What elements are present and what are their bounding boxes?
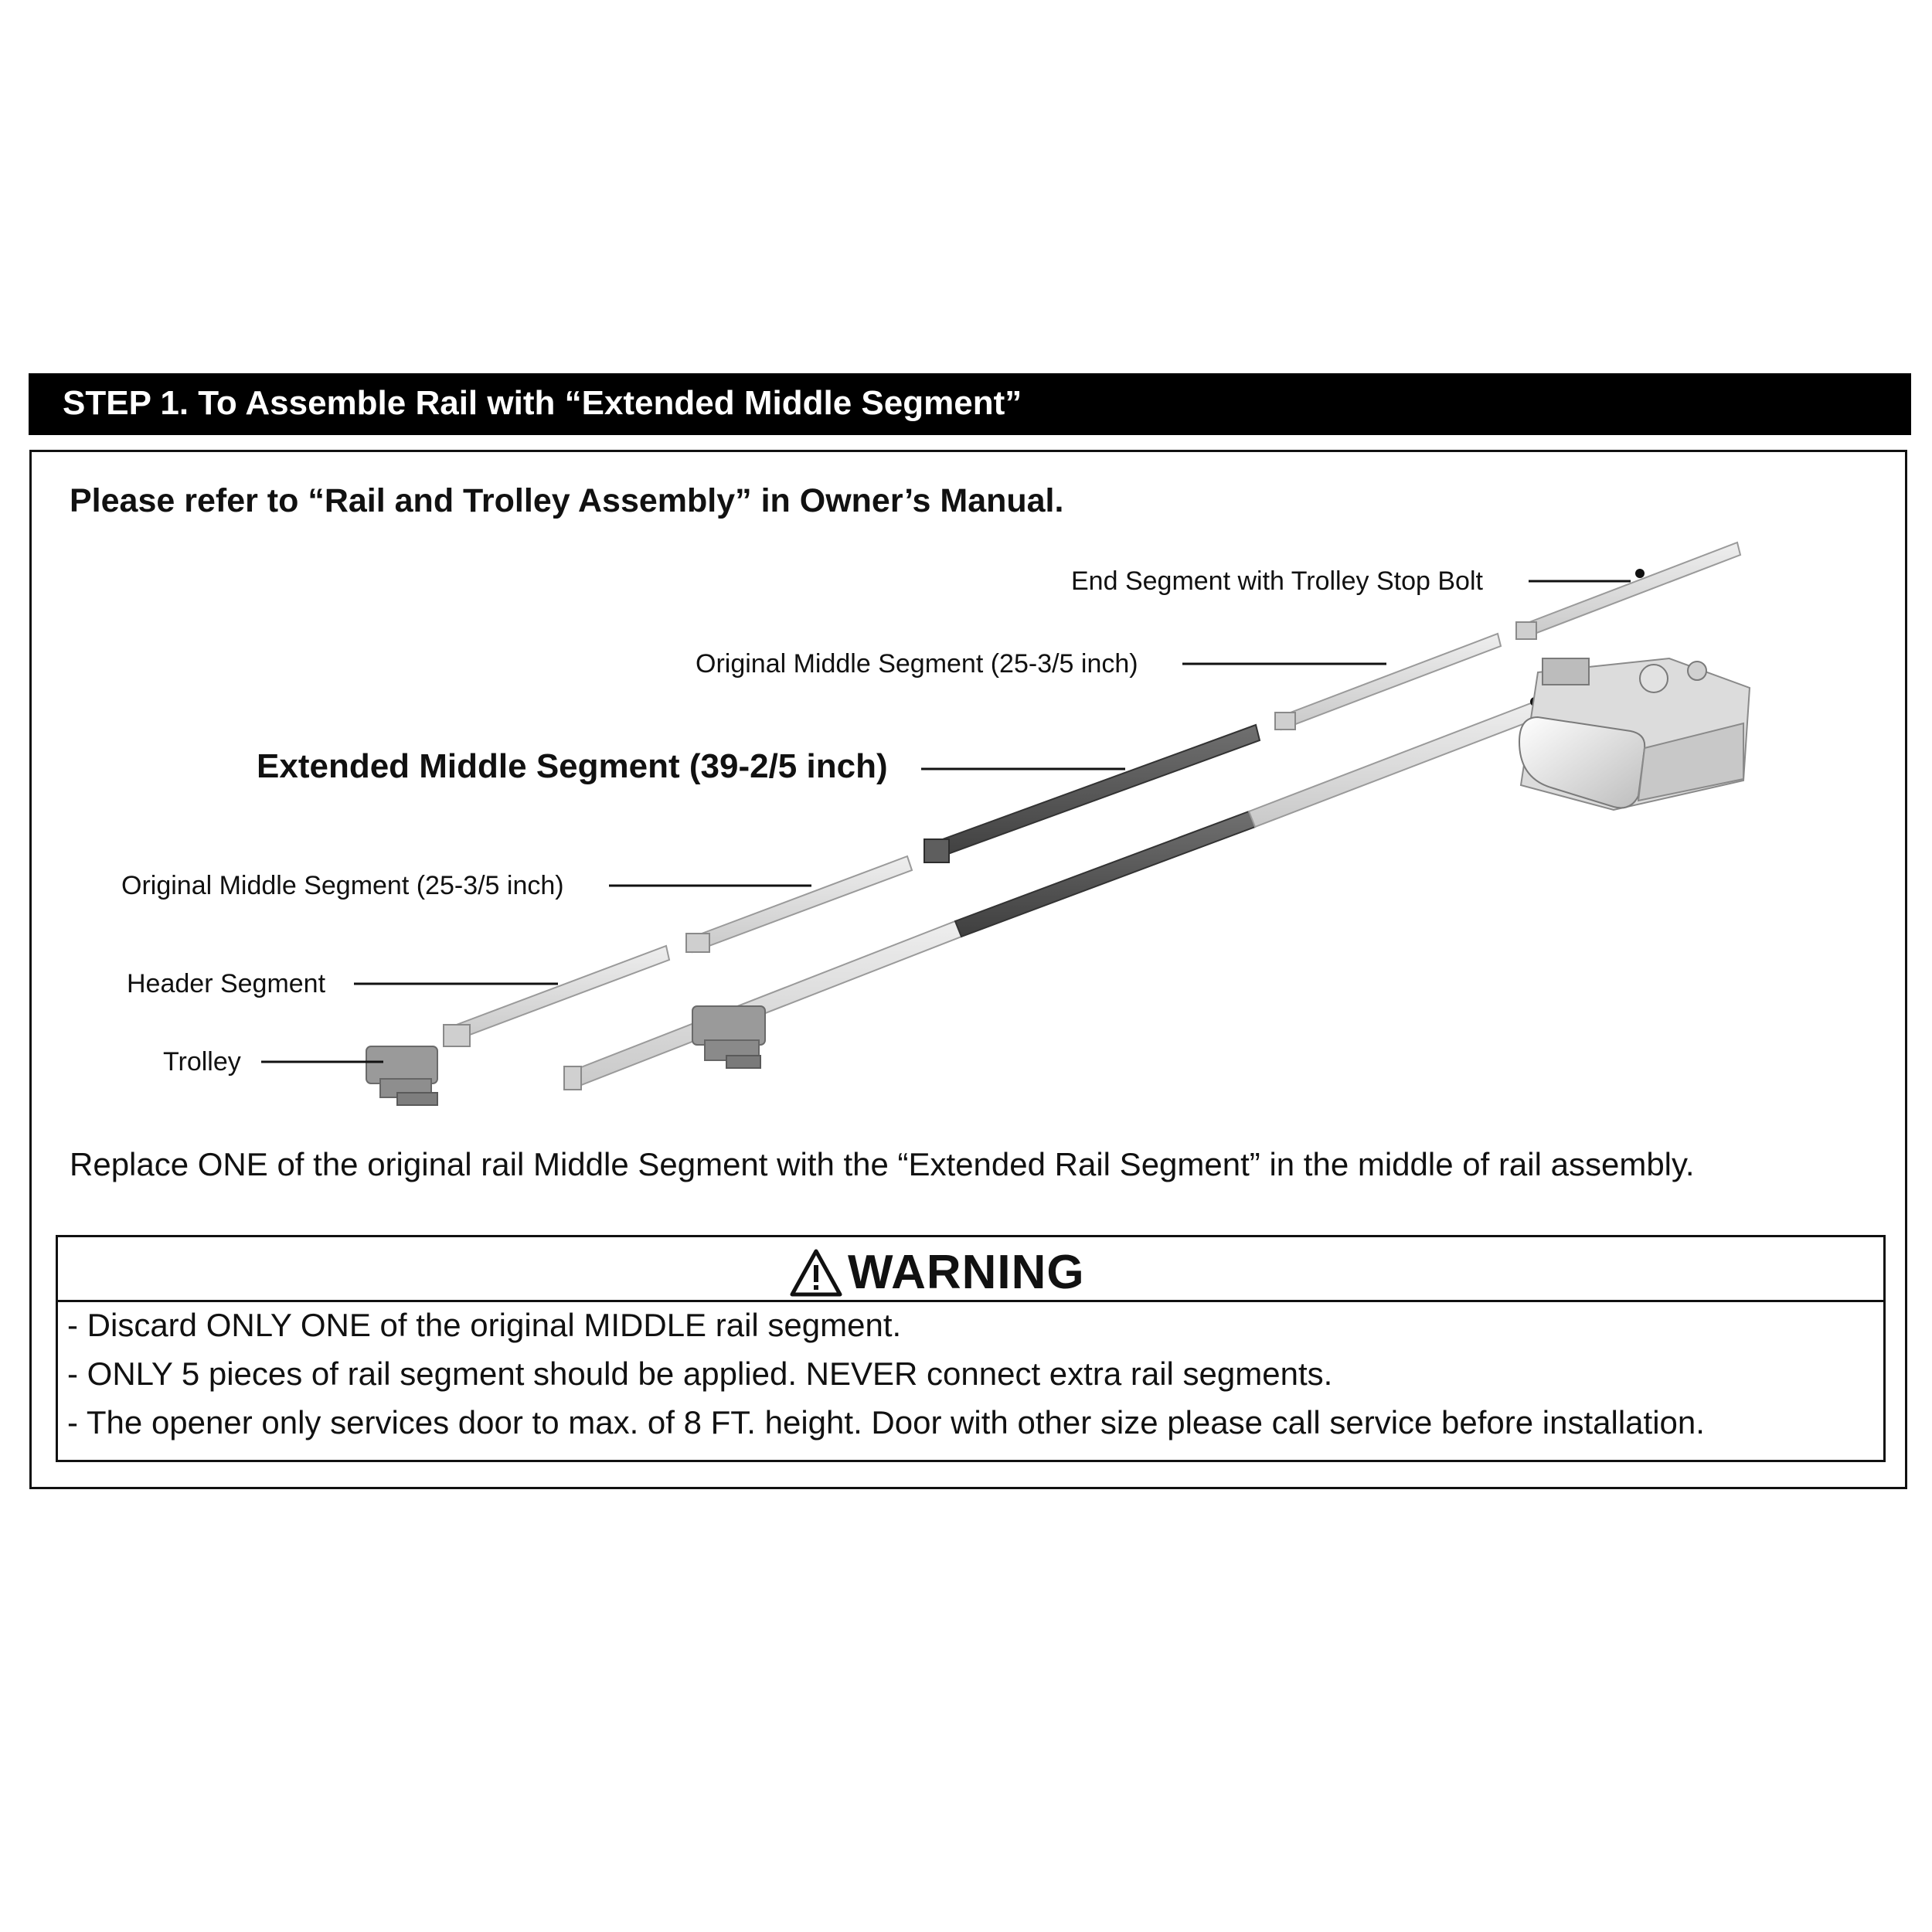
step-title: STEP 1. To Assemble Rail with “Extended Middle Segment”: [63, 384, 1022, 422]
instruction-text: Replace ONE of the original rail Middle Segment with the “Extended Rail Segment” in the middle of rail assembly.: [70, 1146, 1695, 1182]
warning-line-3: - The opener only services door to max. of 8 FT. height. Door with other size please call service before installation.: [67, 1404, 1705, 1440]
warning-line-1: - Discard ONLY ONE of the original MIDDLE rail segment.: [67, 1307, 902, 1343]
refer-text: Please refer to “Rail and Trolley Assembly” in Owner’s Manual.: [70, 482, 1064, 519]
warning-box: [56, 1235, 1886, 1462]
header-segment: [444, 946, 669, 1046]
warning-header: [58, 1237, 1883, 1302]
label-original-middle-top: Original Middle Segment (25-3/5 inch): [696, 649, 1138, 679]
warning-title: WARNING: [848, 1246, 1085, 1299]
trolley-stop-bolt-icon: [1635, 569, 1645, 578]
label-trolley: Trolley: [163, 1047, 241, 1077]
label-extended-middle: Extended Middle Segment (39-2/5 inch): [257, 747, 888, 785]
label-end-segment: End Segment with Trolley Stop Bolt: [1071, 566, 1483, 596]
label-header-segment: Header Segment: [127, 969, 326, 998]
end-segment: [1516, 543, 1740, 639]
label-original-middle-bottom: Original Middle Segment (25-3/5 inch): [121, 871, 564, 900]
warning-line-2: - ONLY 5 pieces of rail segment should be applied. NEVER connect extra rail segments.: [67, 1355, 1333, 1392]
original-middle-segment-bottom: [686, 856, 912, 952]
trolley-part: [366, 1046, 437, 1105]
original-middle-segment-top: [1275, 634, 1501, 730]
opener-motor-unit: [1519, 658, 1750, 810]
warning-triangle-icon: [789, 1248, 843, 1298]
